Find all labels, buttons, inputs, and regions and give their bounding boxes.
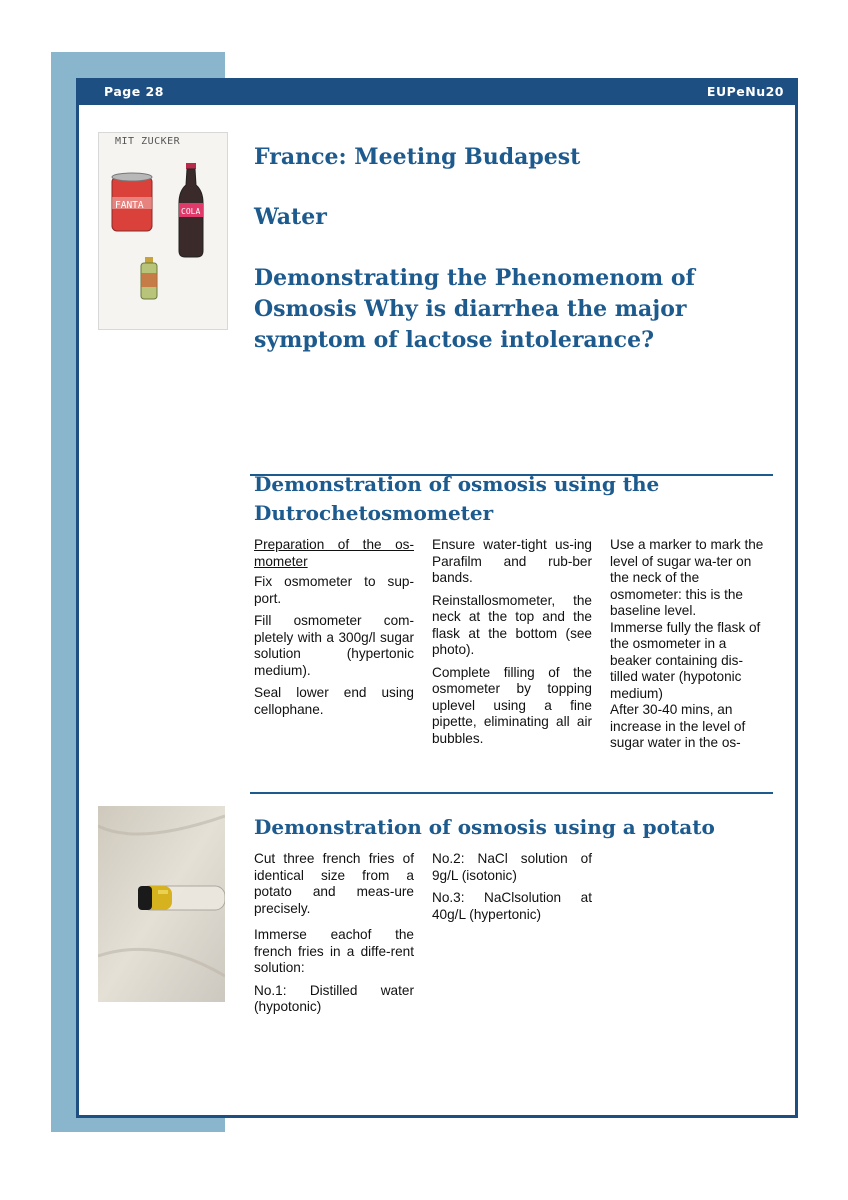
paragraph: No.3: NaClsolution at 40g/L (hypertonic)	[432, 890, 592, 922]
paragraph: Fill osmometer com-pletely with a 300g/l sugar solution (hypertonic medium).	[254, 613, 414, 678]
drawing-caption: MIT ZUCKER	[115, 136, 181, 147]
bottles-drawing	[98, 132, 228, 330]
page-number: Page 28	[104, 84, 164, 99]
paragraph: No.2: NaCl solution of 9g/L (isotonic)	[432, 851, 592, 883]
can-label: FANTA	[115, 200, 144, 211]
paragraph: Reinstallosmometer, the neck at the top and the flask at the bottom (see photo).	[432, 592, 592, 657]
potato-column-2	[432, 851, 592, 929]
cola-bottle-drawing	[179, 163, 203, 257]
page-title: France: Meeting Budapest	[254, 144, 581, 170]
topic-title: Water	[254, 204, 327, 230]
potato-experiment-photo	[98, 806, 225, 1002]
question-title: Demonstrating the Phenomenom of Osmosis Why is diarrhea the major symptom of lactose intolerance?	[254, 265, 696, 353]
paragraph: Immerse eachof the french fries in a diffe-rent solution:	[254, 927, 414, 975]
can-drawing	[112, 173, 152, 231]
paragraph: After 30-40 mins, an increase in the level of sugar water in the os-	[610, 702, 746, 750]
potato-column-1	[254, 851, 414, 1022]
section-title-potato: Demonstration of osmosis using a potato	[254, 815, 715, 839]
small-bottle-drawing	[141, 257, 157, 299]
osmometer-column-2	[432, 537, 592, 753]
paragraph: Complete filling of the osmometer by topping uplevel using a fine pipette, eliminating all air bubbles.	[432, 664, 592, 746]
test-tube-photo	[98, 806, 225, 1002]
paragraph: Fix osmometer to sup-port.	[254, 574, 414, 606]
paragraph: Seal lower end using cellophane.	[254, 685, 414, 717]
osmometer-column-3	[610, 537, 768, 752]
section-title-osmometer: Demonstration of osmosis using the Dutrochetosmometer	[254, 472, 660, 525]
paragraph: Cut three french fries of identical size from a potato and meas-ure precisely.	[254, 851, 414, 916]
osmometer-column-1	[254, 537, 414, 724]
bottle-label: COLA	[181, 207, 201, 216]
paragraph: Preparation of the os-mometer	[254, 537, 414, 569]
paragraph: Immerse fully the flask of the osmometer in a beaker containing dis-tilled water (hypotonic medium)	[610, 619, 761, 701]
brand-label: EUPeNu20	[706, 84, 784, 99]
section-divider	[250, 792, 773, 794]
bottles-illustration	[99, 133, 227, 329]
paragraph: Ensure water-tight us-ing Parafilm and rub-ber bands.	[432, 537, 592, 585]
paragraph: No.1: Distilled water (hypotonic)	[254, 982, 414, 1014]
header-bar	[76, 78, 798, 105]
paragraph: Use a marker to mark the level of sugar wa-ter on the neck of the osmometer: this is the baseline level.	[610, 537, 764, 618]
